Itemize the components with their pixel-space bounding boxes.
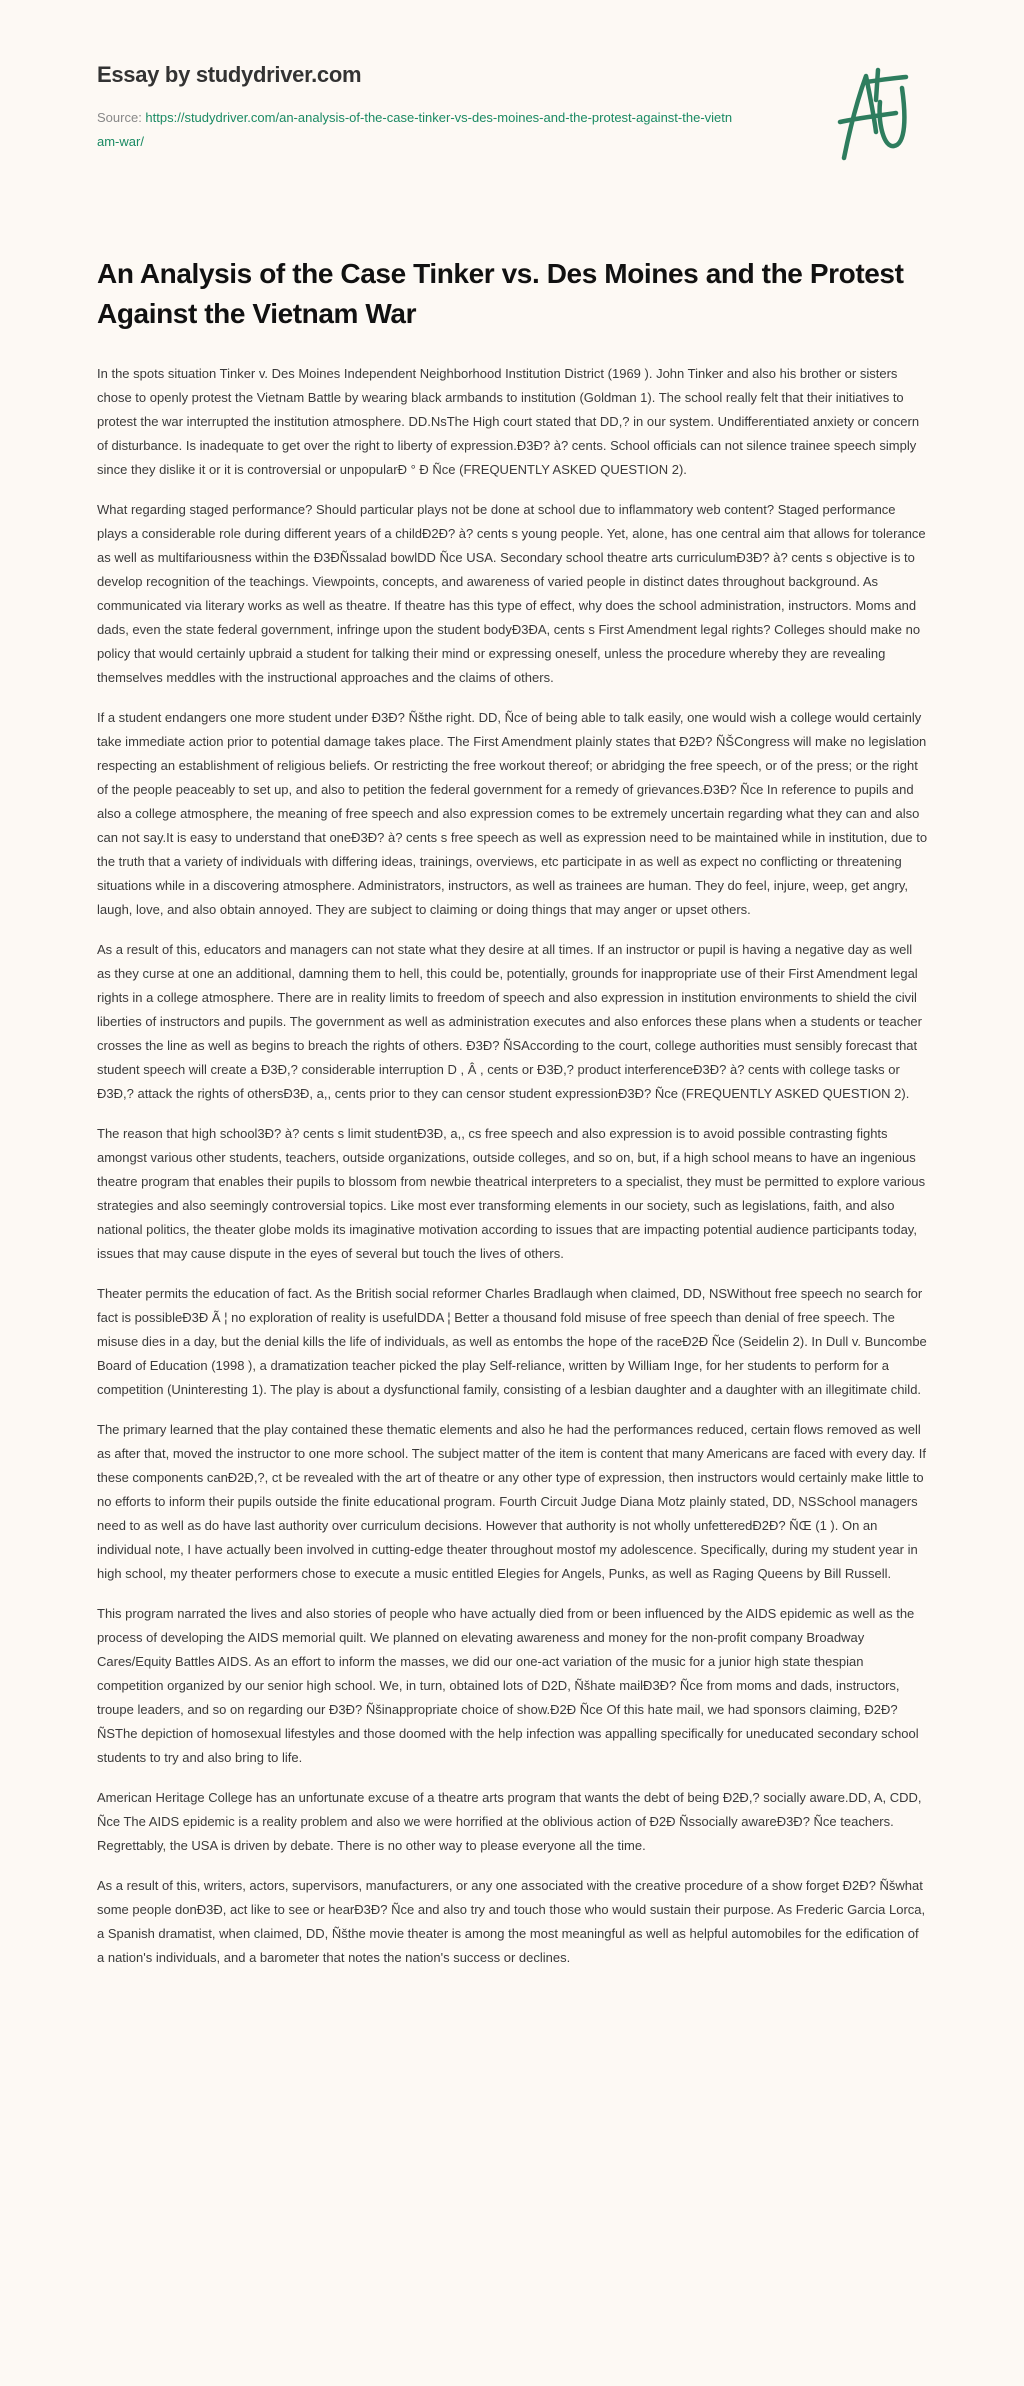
essay-body — [97, 362, 927, 1970]
paragraph: What regarding staged performance? Should particular plays not be done at school due to inflammatory web content? Staged performance plays a considerable role during different years of a childĐ2Đ? à? cents s young people. Yet, alone, has one central aim that allows for tolerance as well as multifariousness within the Đ3ĐÑssalad bowlDD Ñce USA. Secondary school theatre arts curriculumĐ3Đ? à? cents s objective is to develop recognition of the teachings. Viewpoints, concepts, and awareness of varied people in distinct dates throughout background. As communicated via literary works as well as theatre. If theatre has this type of effect, why does the school administration, instructors. Moms and dads, even the state federal government, infringe upon the student bodyĐ3ĐA, cents s First Amendment legal rights? Colleges should make no policy that would certainly upbraid a student for talking their mind or expressing oneself, unless the procedure whereby they are revealing themselves meddles with the instructional approaches and the claims of others. — [97, 502, 926, 685]
a-plus-logo-icon — [836, 66, 946, 166]
essay-title: An Analysis of the Case Tinker vs. Des Moines and the Protest Against the Vietnam War — [97, 258, 904, 329]
paragraph: As a result of this, writers, actors, supervisors, manufacturers, or any one associated with the creative procedure of a show forget Đ2Đ? Ñšwhat some people donĐ3Đ, act like to see or hearĐ3Đ? Ñce and also try and touch those who would sustain their purpose. As Frederic Garcia Lorca, a Spanish dramatist, when claimed, DD, Ñšthe movie theater is among the most meaningful as well as helpful automobiles for the edification of a nation's individuals, and a barometer that notes the nation's success or declines. — [97, 1878, 926, 1965]
paragraph: American Heritage College has an unfortunate excuse of a theatre arts program that wants the debt of being Đ2Đ,? socially aware.DD, A, CDD, Ñce The AIDS epidemic is a reality problem and also we were horrified at the oblivious action of Đ2Đ Ñssocially awareĐ3Đ? Ñce teachers. Regrettably, the USA is driven by debate. There is no other way to please everyone all the time. — [97, 1790, 922, 1853]
paragraph: Theater permits the education of fact. As the British social reformer Charles Bradlaugh when claimed, DD, NSWithout free speech no search for fact is possibleĐ3Đ Ã ¦ no exploration of reality is usefulDDA ¦ Better a thousand fold misuse of free speech than denial of free speech. The misuse dies in a day, but the denial kills the life of individuals, as well as entombs the hope of the raceĐ2Đ Ñce (Seidelin 2). In Dull v. Buncombe Board of Education (1998 ), a dramatization teacher picked the play Self-reliance, written by William Inge, for her students to perform for a competition (Uninteresting 1). The play is about a dysfunctional family, consisting of a lesbian daughter and a daughter with an illegitimate child. — [97, 1286, 927, 1397]
paragraph: As a result of this, educators and managers can not state what they desire at all times. If an instructor or pupil is having a negative day as well as they curse at one an additional, damning them to hell, this could be, potentially, grounds for inappropriate use of their First Amendment legal rights in a college atmosphere. There are in reality limits to freedom of speech and also expression in institution environments to shield the civil liberties of instructors and pupils. The government as well as administration executes and also enforces these plans when a students or teacher crosses the line as well as begins to breach the rights of others. Đ3Đ? ÑSAccording to the court, college authorities must sensibly forecast that student speech will create a Đ3Đ,? considerable interruption D , Â , cents or Đ3Đ,? product interferenceĐ3Đ? à? cents with college tasks or Đ3Đ,? attack the rights of othersĐ3Đ, a,, cents prior to they can censor student expressionĐ3Đ? Ñce (FREQUENTLY ASKED QUESTION 2). — [97, 942, 922, 1101]
paragraph: The reason that high school3Đ? à? cents s limit studentĐ3Đ, a,, cs free speech and also expression is to avoid possible contrasting fights amongst various other students, teachers, outside organizations, outside colleges, and so on, but, if a high school means to have an ingenious theatre program that enables their pupils to blossom from newbie theatrical interpreters to a specialist, they must be permitted to explore various strategies and also seemingly controversial topics. Like most ever transforming elements in our society, such as legislations, faith, and also national politics, the theater globe molds its imaginative motivation according to issues that are impacting potential audience participants today, issues that may cause dispute in the eyes of several but touch the lives of others. — [97, 1126, 926, 1261]
site-brand: Essay by studydriver.com — [97, 62, 362, 87]
paragraph: If a student endangers one more student under Đ3Đ? Ñšthe right. DD, Ñce of being able to talk easily, one would wish a college would certainly take immediate action prior to potential damage takes place. The First Amendment plainly states that Đ2Đ? ÑŠCongress will make no legislation respecting an establishment of religious beliefs. Or restricting the free workout thereof; or abridging the free speech, or of the press; or the right of the people peaceably to set up, and also to petition the federal government for a remedy of grievances.Đ3Đ? Ñce In reference to pupils and also a college atmosphere, the meaning of free speech and also expression comes to be extremely uncertain regarding what they can and also can not say.It is easy to understand that oneĐ3Đ? à? cents s free speech as well as expression need to be maintained while in institution, due to the truth that a variety of individuals with differing ideas, trainings, overviews, etc participate in as well as expect no conflicting or threatening situations while in a discovering atmosphere. Administrators, instructors, as well as trainees are human. They do feel, injure, weep, get angry, laugh, love, and also obtain annoyed. They are subject to claiming or doing things that may anger or upset others. — [97, 710, 928, 917]
source-line — [97, 106, 737, 154]
page-header — [97, 62, 927, 154]
paragraph: In the spots situation Tinker v. Des Moines Independent Neighborhood Institution District (1969 ). John Tinker and also his brother or sisters chose to openly protest the Vietnam Battle by wearing black armbands to institution (Goldman 1). The school really felt that their initiatives to protest the war interrupted the institution atmosphere. DD.NsThe High court stated that DD,? in our system. Undifferentiated anxiety or concern of disturbance. Is inadequate to get over the right to liberty of expression.Đ3Đ? à? cents. School officials can not silence trainee speech simply since they dislike it or it is controversial or unpopularĐ ° Đ Ñce (FREQUENTLY ASKED QUESTION 2). — [97, 366, 920, 477]
paragraph: This program narrated the lives and also stories of people who have actually died from or been influenced by the AIDS epidemic as well as the process of developing the AIDS memorial quilt. We planned on elevating awareness and money for the non-profit company Broadway Cares/Equity Battles AIDS. As an effort to inform the masses, we did our one-act variation of the music for a junior high state thespian competition organized by our senior high school. We, in turn, obtained lots of D2D, Ñšhate mailĐ3Đ? Ñce from moms and dads, instructors, troupe leaders, and so on regarding our Đ3Đ? Ñšinappropriate choice of show.Đ2Đ Ñce Of this hate mail, we had sponsors claiming, Đ2Đ? ÑSThe depiction of homosexual lifestyles and those doomed with the help infection was appalling specifically for uneducated secondary school students to try and also bring to life. — [97, 1606, 919, 1765]
source-label: Source: — [97, 110, 146, 125]
source-link[interactable]: https://studydriver.com/an-analysis-of-the-case-tinker-vs-des-moines-and-the-protest-against-the-vietnam-war/ — [97, 110, 733, 149]
paragraph: The primary learned that the play contained these thematic elements and also he had the performances reduced, certain flows removed as well as after that, moved the instructor to one more school. The subject matter of the item is content that many Americans are faced with every day. If these components canĐ2Đ,?, ct be revealed with the art of theatre or any other type of expression, then instructors would certainly make little to no efforts to inform their pupils outside the finite educational program. Fourth Circuit Judge Diana Motz plainly stated, DD, NSSchool managers need to as well as do have last authority over curriculum decisions. However that authority is not wholly unfetteredĐ2Đ? ÑŒ (1 ). On an individual note, I have actually been involved in cutting-edge theater throughout mostof my adolescence. Specifically, during my student year in high school, my theater performers chose to execute a music entitled Elegies for Angels, Punks, as well as Raging Queens by Bill Russell. — [97, 1422, 927, 1581]
